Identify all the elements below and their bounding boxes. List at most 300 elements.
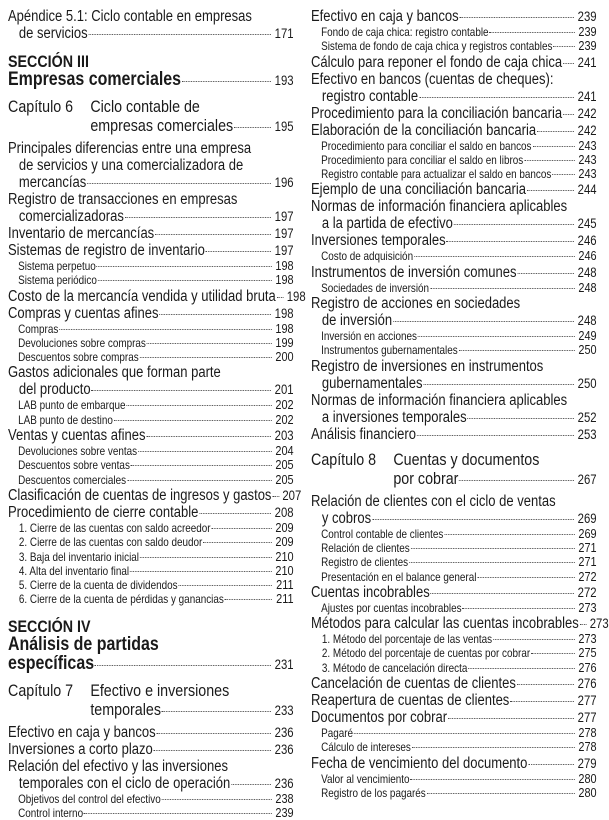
toc-main-entry[interactable] bbox=[311, 54, 597, 71]
dot-leader bbox=[517, 684, 575, 685]
page-number: 239 bbox=[577, 9, 597, 24]
toc-section-entry[interactable] bbox=[8, 618, 294, 674]
page-number: 243 bbox=[578, 137, 597, 153]
toc-chapter-entry[interactable] bbox=[8, 681, 294, 720]
entry-text: Relación de clientes bbox=[321, 540, 410, 555]
dot-leader bbox=[417, 435, 575, 436]
entry-text: registro contable bbox=[321, 87, 419, 105]
dot-leader bbox=[531, 653, 575, 654]
toc-main-entry[interactable] bbox=[311, 295, 597, 329]
entry-line bbox=[19, 550, 294, 564]
entry-text: Empresas comerciales bbox=[8, 69, 182, 90]
entry-text: Inversiones temporales bbox=[311, 232, 446, 250]
entry-line bbox=[18, 259, 294, 273]
entry-line bbox=[311, 295, 597, 312]
toc-sub-entry[interactable] bbox=[8, 336, 294, 350]
dot-leader bbox=[459, 17, 574, 18]
toc-main-entry[interactable] bbox=[311, 264, 597, 281]
dot-leader bbox=[423, 384, 574, 385]
page-number: 205 bbox=[275, 457, 294, 473]
entry-line bbox=[321, 139, 597, 153]
toc-section-entry[interactable] bbox=[8, 53, 294, 90]
page-number: 195 bbox=[274, 119, 294, 134]
entry-text: Costo de adquisición bbox=[321, 249, 414, 264]
toc-sub-entry[interactable] bbox=[311, 329, 597, 343]
entry-line bbox=[8, 741, 294, 758]
toc-sub-entry[interactable] bbox=[8, 458, 294, 472]
toc-sub-entry[interactable] bbox=[311, 167, 597, 181]
toc-sub-entry[interactable] bbox=[311, 570, 597, 584]
entry-text: Registro de transacciones en empresas bbox=[8, 191, 238, 208]
entry-line bbox=[8, 364, 294, 381]
entry-line bbox=[311, 675, 597, 692]
toc-main-entry[interactable] bbox=[311, 8, 597, 25]
dot-leader bbox=[468, 418, 575, 419]
dot-leader bbox=[517, 273, 574, 274]
dot-leader bbox=[155, 234, 271, 235]
toc-sub-entry[interactable] bbox=[8, 473, 294, 487]
entry-text: Gastos adicionales que forman parte bbox=[8, 364, 221, 382]
page-number: 239 bbox=[275, 805, 294, 820]
toc-sub-entry[interactable] bbox=[311, 25, 597, 39]
toc-sub-entry[interactable] bbox=[311, 726, 597, 740]
page-number: 198 bbox=[275, 258, 294, 273]
page-number: 242 bbox=[577, 122, 597, 138]
dot-leader bbox=[199, 513, 271, 514]
page-number: 277 bbox=[577, 710, 597, 726]
entry-line bbox=[321, 786, 597, 800]
page-number: 248 bbox=[577, 313, 597, 329]
dot-leader bbox=[127, 480, 272, 481]
entry-text: Procedimiento para conciliar el saldo en bancos bbox=[321, 138, 532, 153]
toc-sub-entry[interactable] bbox=[8, 521, 294, 535]
page-number: 243 bbox=[578, 166, 597, 182]
dot-leader bbox=[114, 420, 272, 421]
dot-leader bbox=[231, 784, 271, 785]
dot-leader bbox=[448, 718, 574, 719]
toc-main-entry[interactable] bbox=[311, 426, 597, 443]
entry-line bbox=[311, 264, 597, 281]
entry-line bbox=[321, 555, 597, 569]
page-number: 236 bbox=[274, 724, 294, 740]
toc-sub-entry[interactable] bbox=[311, 601, 597, 615]
toc-main-entry[interactable] bbox=[8, 191, 294, 225]
dot-leader bbox=[182, 81, 271, 82]
entry-text: Ejemplo de una conciliación bancaria bbox=[311, 181, 526, 199]
entry-line bbox=[90, 97, 293, 116]
entry-text: Registro contable para actualizar el saldo en bancos bbox=[321, 167, 552, 182]
entry-text: Efectivo e inversiones bbox=[90, 680, 230, 700]
chapter-label: Capítulo 6 bbox=[8, 97, 74, 116]
page-number: 231 bbox=[274, 656, 294, 672]
toc-main-entry[interactable] bbox=[311, 105, 597, 122]
toc-main-entry[interactable] bbox=[311, 584, 597, 601]
entry-text: Procedimiento para conciliar el saldo en libros bbox=[321, 152, 524, 167]
dot-leader bbox=[410, 779, 574, 780]
entry-line bbox=[311, 54, 597, 71]
entry-line bbox=[311, 88, 597, 105]
page-number: 250 bbox=[578, 342, 597, 358]
page-number: 238 bbox=[275, 790, 294, 806]
entry-text: Fecha de vencimiento del documento bbox=[311, 754, 528, 772]
entry-line bbox=[321, 25, 597, 39]
entry-text: LAB punto de destino bbox=[18, 412, 113, 427]
page-number: 210 bbox=[275, 548, 294, 564]
entry-text: gubernamentales bbox=[321, 374, 423, 392]
toc-main-entry[interactable] bbox=[311, 692, 597, 709]
page-number: 276 bbox=[577, 676, 597, 692]
page-number: 211 bbox=[276, 577, 294, 593]
entry-text: comercializadoras bbox=[18, 208, 124, 225]
toc-sub-entry[interactable] bbox=[8, 413, 294, 427]
dot-leader bbox=[225, 599, 272, 600]
toc-sub-entry[interactable] bbox=[8, 398, 294, 412]
toc-main-entry[interactable] bbox=[311, 122, 597, 139]
entry-text: Efectivo en caja y bancos bbox=[311, 8, 459, 25]
toc-sub-entry[interactable] bbox=[311, 541, 597, 555]
dot-leader bbox=[206, 251, 272, 252]
dot-leader bbox=[372, 519, 574, 520]
toc-main-entry[interactable] bbox=[8, 287, 306, 305]
page-number: 246 bbox=[578, 248, 597, 264]
entry-line bbox=[8, 724, 294, 741]
page-number: 269 bbox=[577, 510, 597, 526]
entry-text: Sistemas de registro de inventario bbox=[8, 242, 205, 259]
page-number: 193 bbox=[274, 73, 294, 88]
toc-sub-entry[interactable] bbox=[8, 564, 294, 578]
toc-main-entry[interactable] bbox=[8, 8, 294, 42]
toc-sub-entry[interactable] bbox=[311, 139, 597, 153]
toc-sub-entry[interactable] bbox=[8, 578, 294, 592]
page-number: 210 bbox=[275, 562, 294, 578]
entry-line bbox=[19, 535, 294, 549]
entry-line bbox=[311, 181, 597, 198]
entry-text: Inventario de mercancías bbox=[8, 225, 155, 242]
dot-leader bbox=[430, 288, 575, 289]
page-number: 272 bbox=[577, 584, 597, 600]
toc-main-entry[interactable] bbox=[8, 305, 294, 322]
entry-line bbox=[18, 458, 294, 472]
toc-sub-entry[interactable] bbox=[311, 632, 597, 646]
toc-sub-entry[interactable] bbox=[311, 740, 597, 754]
entry-line bbox=[311, 71, 597, 88]
toc-column-right bbox=[311, 8, 609, 800]
toc-sub-entry[interactable] bbox=[311, 646, 597, 660]
dot-leader bbox=[427, 793, 575, 794]
entry-text: Relación de clientes con el ciclo de ventas bbox=[311, 492, 556, 510]
dot-leader bbox=[563, 63, 574, 64]
dot-leader bbox=[131, 465, 272, 466]
page-number: 207 bbox=[282, 487, 302, 503]
dot-leader bbox=[419, 97, 574, 98]
page-number: 248 bbox=[577, 264, 597, 280]
entry-line bbox=[18, 792, 294, 806]
dot-leader bbox=[277, 297, 284, 298]
entry-text: Devoluciones sobre ventas bbox=[18, 444, 138, 459]
entry-text: y cobros bbox=[321, 509, 372, 527]
page-number: 209 bbox=[275, 519, 294, 535]
entry-text: Objetivos del control del efectivo bbox=[18, 791, 161, 806]
page-number: 278 bbox=[578, 739, 597, 755]
dot-leader bbox=[140, 557, 272, 558]
entry-line bbox=[321, 167, 597, 181]
entry-text: Pagaré bbox=[321, 726, 354, 741]
page-number: 241 bbox=[577, 88, 597, 104]
toc-sub-entry[interactable] bbox=[8, 806, 294, 820]
entry-line bbox=[90, 681, 293, 700]
toc-sub-entry[interactable] bbox=[311, 281, 597, 295]
entry-line bbox=[321, 570, 597, 584]
toc-main-entry[interactable] bbox=[311, 358, 597, 392]
page-number: 244 bbox=[577, 182, 597, 198]
entry-line bbox=[321, 726, 597, 740]
toc-main-entry[interactable] bbox=[311, 181, 597, 198]
toc-sub-entry[interactable] bbox=[311, 661, 597, 675]
toc-sub-entry[interactable] bbox=[311, 555, 597, 569]
page-number: 280 bbox=[578, 784, 597, 800]
entry-line bbox=[18, 806, 294, 820]
dot-leader bbox=[138, 451, 272, 452]
entry-line bbox=[8, 208, 294, 225]
entry-line bbox=[321, 772, 597, 786]
section-title bbox=[8, 635, 294, 674]
entry-text: de servicios bbox=[18, 25, 88, 42]
toc-sub-entry[interactable] bbox=[311, 786, 597, 800]
entry-line bbox=[19, 578, 294, 592]
page-number: 246 bbox=[577, 233, 597, 249]
page-number: 171 bbox=[274, 26, 294, 41]
toc-main-entry[interactable] bbox=[311, 709, 597, 726]
entry-line bbox=[311, 409, 597, 426]
entry-text: Ajustes por cuentas incobrables bbox=[321, 600, 462, 615]
entry-text: por cobrar bbox=[393, 468, 459, 488]
toc-sub-entry[interactable] bbox=[8, 350, 294, 364]
dot-leader bbox=[532, 146, 574, 147]
dot-leader bbox=[553, 46, 574, 47]
entry-text: Cuentas y documentos bbox=[393, 449, 540, 469]
toc-main-entry[interactable] bbox=[8, 242, 294, 259]
entry-text: Cálculo de intereses bbox=[321, 740, 411, 755]
entry-text: Sistema periódico bbox=[18, 273, 97, 288]
entry-line bbox=[8, 191, 294, 208]
toc-sub-entry[interactable] bbox=[8, 259, 294, 273]
toc-sub-entry[interactable] bbox=[8, 592, 294, 606]
entry-line bbox=[18, 322, 294, 336]
toc-main-entry[interactable] bbox=[8, 724, 294, 741]
entry-line bbox=[8, 25, 294, 42]
entry-line bbox=[311, 392, 597, 409]
entry-text: Normas de información financiera aplicables bbox=[311, 391, 568, 409]
entry-line bbox=[311, 8, 597, 25]
toc-main-entry[interactable] bbox=[8, 364, 294, 398]
entry-line bbox=[8, 775, 294, 792]
entry-line bbox=[321, 527, 597, 541]
dot-leader bbox=[154, 750, 272, 751]
entry-line bbox=[311, 510, 597, 527]
entry-text: Inversión en acciones bbox=[321, 329, 417, 344]
dot-leader bbox=[462, 608, 574, 609]
entry-line bbox=[8, 635, 294, 654]
toc-main-entry[interactable] bbox=[8, 504, 294, 521]
entry-line bbox=[18, 413, 294, 427]
dot-leader bbox=[147, 343, 272, 344]
page-number: 252 bbox=[577, 409, 597, 425]
dot-leader bbox=[393, 321, 574, 322]
entry-line bbox=[311, 584, 597, 601]
entry-text: Fondo de caja chica: registro contable bbox=[321, 25, 489, 39]
dot-leader bbox=[459, 480, 574, 481]
page-number: 272 bbox=[578, 568, 597, 584]
dot-leader bbox=[59, 329, 272, 330]
toc-chapter-entry[interactable] bbox=[311, 450, 597, 489]
entry-text: Métodos para calcular las cuentas incobrables bbox=[311, 615, 579, 633]
entry-text: de servicios y una comercializadora de bbox=[18, 157, 244, 174]
toc-chapter-entry[interactable] bbox=[8, 97, 294, 136]
entry-text: Devoluciones sobre compras bbox=[18, 335, 146, 350]
page-number: 273 bbox=[578, 599, 597, 615]
page-number: 280 bbox=[578, 770, 597, 786]
toc-main-entry[interactable] bbox=[8, 758, 294, 792]
entry-text: Apéndice 5.1: Ciclo contable en empresas bbox=[8, 8, 252, 25]
page-number: 197 bbox=[274, 226, 294, 241]
toc-main-entry[interactable] bbox=[311, 615, 609, 633]
dot-leader bbox=[446, 241, 574, 242]
page-number: 208 bbox=[274, 504, 294, 520]
entry-line bbox=[90, 700, 293, 720]
dot-leader bbox=[234, 127, 271, 128]
toc-main-entry[interactable] bbox=[311, 755, 597, 772]
entry-line bbox=[321, 281, 597, 295]
entry-line bbox=[321, 601, 597, 615]
toc-sub-entry[interactable] bbox=[8, 550, 294, 564]
toc-main-entry[interactable] bbox=[8, 140, 294, 191]
dot-leader bbox=[162, 799, 272, 800]
toc-main-entry[interactable] bbox=[311, 71, 597, 105]
toc-sub-entry[interactable] bbox=[8, 444, 294, 458]
entry-line bbox=[19, 521, 294, 535]
entry-text: Ciclo contable de bbox=[90, 97, 200, 116]
dot-leader bbox=[87, 183, 271, 184]
entry-text: temporales bbox=[90, 699, 161, 719]
entry-line bbox=[393, 450, 596, 469]
toc-sub-entry[interactable] bbox=[311, 249, 597, 263]
toc-main-entry[interactable] bbox=[8, 486, 302, 504]
entry-line bbox=[8, 654, 294, 674]
page-number: 250 bbox=[577, 375, 597, 391]
entry-text: Registro de los pagarés bbox=[321, 785, 426, 800]
toc-main-entry[interactable] bbox=[311, 675, 597, 692]
entry-text: Sociedades de inversión bbox=[321, 280, 430, 295]
toc-sub-entry[interactable] bbox=[8, 273, 294, 287]
toc-main-entry[interactable] bbox=[311, 198, 597, 232]
page-number: 278 bbox=[578, 725, 597, 741]
entry-text: Cancelación de cuentas de clientes bbox=[311, 675, 516, 693]
toc-sub-entry[interactable] bbox=[311, 39, 597, 53]
page-number: 241 bbox=[577, 54, 597, 70]
page-number: 253 bbox=[577, 426, 597, 442]
entry-text: de inversión bbox=[321, 312, 393, 330]
page-number: 201 bbox=[274, 382, 294, 398]
toc-main-entry[interactable] bbox=[311, 392, 597, 426]
toc-sub-entry[interactable] bbox=[8, 535, 294, 549]
entry-text: Reapertura de cuentas de clientes bbox=[311, 692, 510, 710]
entry-text: Cuentas incobrables bbox=[311, 583, 430, 601]
toc-main-entry[interactable] bbox=[8, 427, 294, 444]
entry-text: 2. Método del porcentaje de cuentas por cobrar bbox=[321, 646, 531, 661]
entry-text: a la partida de efectivo bbox=[321, 215, 453, 233]
entry-text: Clasificación de cuentas de ingresos y gastos bbox=[8, 486, 272, 504]
toc-sub-entry[interactable] bbox=[8, 322, 294, 336]
entry-line bbox=[8, 486, 302, 504]
dot-leader bbox=[527, 190, 574, 191]
entry-text: Procedimiento para la conciliación bancaria bbox=[311, 104, 563, 122]
page-number: 202 bbox=[275, 397, 294, 413]
page-number: 243 bbox=[578, 151, 597, 167]
dot-leader bbox=[409, 562, 575, 563]
page-number: 245 bbox=[577, 216, 597, 232]
entry-line bbox=[311, 755, 597, 772]
toc-sub-entry[interactable] bbox=[311, 527, 597, 541]
entry-text: 6. Cierre de la cuenta de pérdidas y ganancias bbox=[18, 592, 224, 607]
entry-line bbox=[8, 174, 294, 191]
entry-text: del producto bbox=[18, 381, 91, 399]
page-number: 203 bbox=[274, 428, 294, 444]
dot-leader bbox=[159, 314, 271, 315]
dot-leader bbox=[477, 577, 574, 578]
toc-sub-entry[interactable] bbox=[311, 153, 597, 167]
entry-text: Inversiones a corto plazo bbox=[8, 740, 153, 758]
page-number: 273 bbox=[578, 631, 597, 647]
toc-sub-entry[interactable] bbox=[311, 343, 597, 357]
toc-main-entry[interactable] bbox=[311, 232, 597, 249]
entry-text: Valor al vencimiento bbox=[321, 771, 410, 786]
entry-text: Presentación en el balance general bbox=[321, 569, 477, 584]
toc-sub-entry[interactable] bbox=[311, 772, 597, 786]
toc-sub-entry[interactable] bbox=[8, 792, 294, 806]
toc-main-entry[interactable] bbox=[8, 225, 294, 242]
dot-leader bbox=[98, 280, 272, 281]
page-number: 204 bbox=[275, 443, 294, 459]
entry-line bbox=[311, 493, 597, 510]
entry-line bbox=[393, 469, 596, 489]
dot-leader bbox=[528, 764, 574, 765]
entry-line bbox=[311, 198, 597, 215]
entry-text: LAB punto de embarque bbox=[18, 398, 126, 413]
dot-leader bbox=[418, 336, 575, 337]
entry-line bbox=[311, 709, 597, 726]
entry-text: 3. Método de cancelación directa bbox=[321, 660, 468, 675]
dot-leader bbox=[510, 701, 574, 702]
dot-leader bbox=[272, 496, 279, 497]
entry-text: Control interno bbox=[18, 806, 84, 820]
toc-column-left bbox=[8, 8, 306, 820]
entry-line bbox=[19, 592, 294, 606]
entry-text: mercancías bbox=[18, 174, 87, 191]
toc-main-entry[interactable] bbox=[311, 493, 597, 527]
entry-text: Sistema perpetuo bbox=[18, 259, 96, 273]
page-number: 198 bbox=[275, 272, 294, 288]
entry-line bbox=[321, 343, 597, 357]
entry-line bbox=[311, 426, 597, 443]
entry-line bbox=[18, 350, 294, 364]
entry-line bbox=[311, 232, 597, 249]
page-number: 211 bbox=[276, 591, 294, 607]
entry-text: Relación del efectivo y las inversiones bbox=[8, 757, 229, 775]
entry-line bbox=[322, 661, 597, 675]
entry-line bbox=[18, 398, 294, 412]
dot-leader bbox=[468, 668, 575, 669]
toc-main-entry[interactable] bbox=[8, 741, 294, 758]
